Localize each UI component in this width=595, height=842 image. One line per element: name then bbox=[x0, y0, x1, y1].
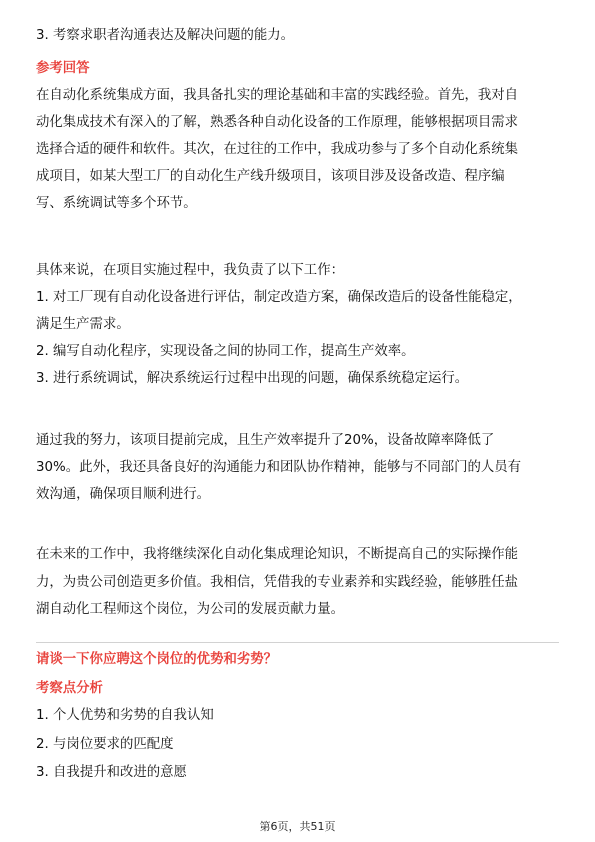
answer-heading: 参考回答 bbox=[36, 61, 90, 76]
answer-paragraph-line: 动化集成技术有深入的了解，熟悉各种自动化设备的工作原理，能够根据项目需求 bbox=[36, 115, 519, 130]
answer-list-item: 2. 编写自动化程序，实现设备之间的协同工作，提高生产效率。 bbox=[36, 344, 415, 359]
exam-point-item: 3. 考察求职者沟通表达及解决问题的能力。 bbox=[36, 28, 295, 43]
answer-paragraph-line: 成项目，如某大型工厂的自动化生产线升级项目，该项目涉及设备改造、程序编 bbox=[36, 169, 505, 184]
section-divider bbox=[36, 642, 559, 643]
answer-paragraph-line: 湖自动化工程师这个岗位，为公司的发展贡献力量。 bbox=[36, 602, 344, 617]
answer-list-item: 1. 对工厂现有自动化设备进行评估，制定改造方案，确保改造后的设备性能稳定， bbox=[36, 290, 522, 305]
answer-paragraph-line: 30%。此外，我还具备良好的沟通能力和团队协作精神，能够与不同部门的人员有 bbox=[36, 460, 522, 475]
answer-paragraph-line: 选择合适的硬件和软件。其次，在过往的工作中，我成功参与了多个自动化系统集 bbox=[36, 142, 519, 157]
answer-list-item: 满足生产需求。 bbox=[36, 317, 130, 332]
analysis-heading: 考察点分析 bbox=[36, 681, 103, 696]
answer-paragraph-line: 效沟通，确保项目顺利进行。 bbox=[36, 487, 211, 502]
answer-paragraph-line: 写、系统调试等多个环节。 bbox=[36, 196, 197, 211]
answer-list-item: 3. 进行系统调试，解决系统运行过程中出现的问题，确保系统稳定运行。 bbox=[36, 371, 469, 386]
answer-paragraph-line: 力，为贵公司创造更多价值。我相信，凭借我的专业素养和实践经验，能够胜任盐 bbox=[36, 575, 519, 590]
analysis-item: 2. 与岗位要求的匹配度 bbox=[36, 737, 174, 752]
answer-paragraph-line: 在自动化系统集成方面，我具备扎实的理论基础和丰富的实践经验。首先，我对自 bbox=[36, 88, 519, 103]
analysis-item: 3. 自我提升和改进的意愿 bbox=[36, 765, 187, 780]
answer-paragraph-line: 具体来说，在项目实施过程中，我负责了以下工作： bbox=[36, 263, 344, 278]
analysis-item: 1. 个人优势和劣势的自我认知 bbox=[36, 708, 214, 723]
page-number: 第6页，共51页 bbox=[259, 820, 336, 833]
answer-paragraph-line: 通过我的努力，该项目提前完成，且生产效率提升了20%，设备故障率降低了 bbox=[36, 433, 495, 448]
answer-paragraph-line: 在未来的工作中，我将继续深化自动化集成理论知识，不断提高自己的实际操作能 bbox=[36, 547, 519, 562]
question-title: 请谈一下你应聘这个岗位的优势和劣势？ bbox=[36, 652, 278, 667]
